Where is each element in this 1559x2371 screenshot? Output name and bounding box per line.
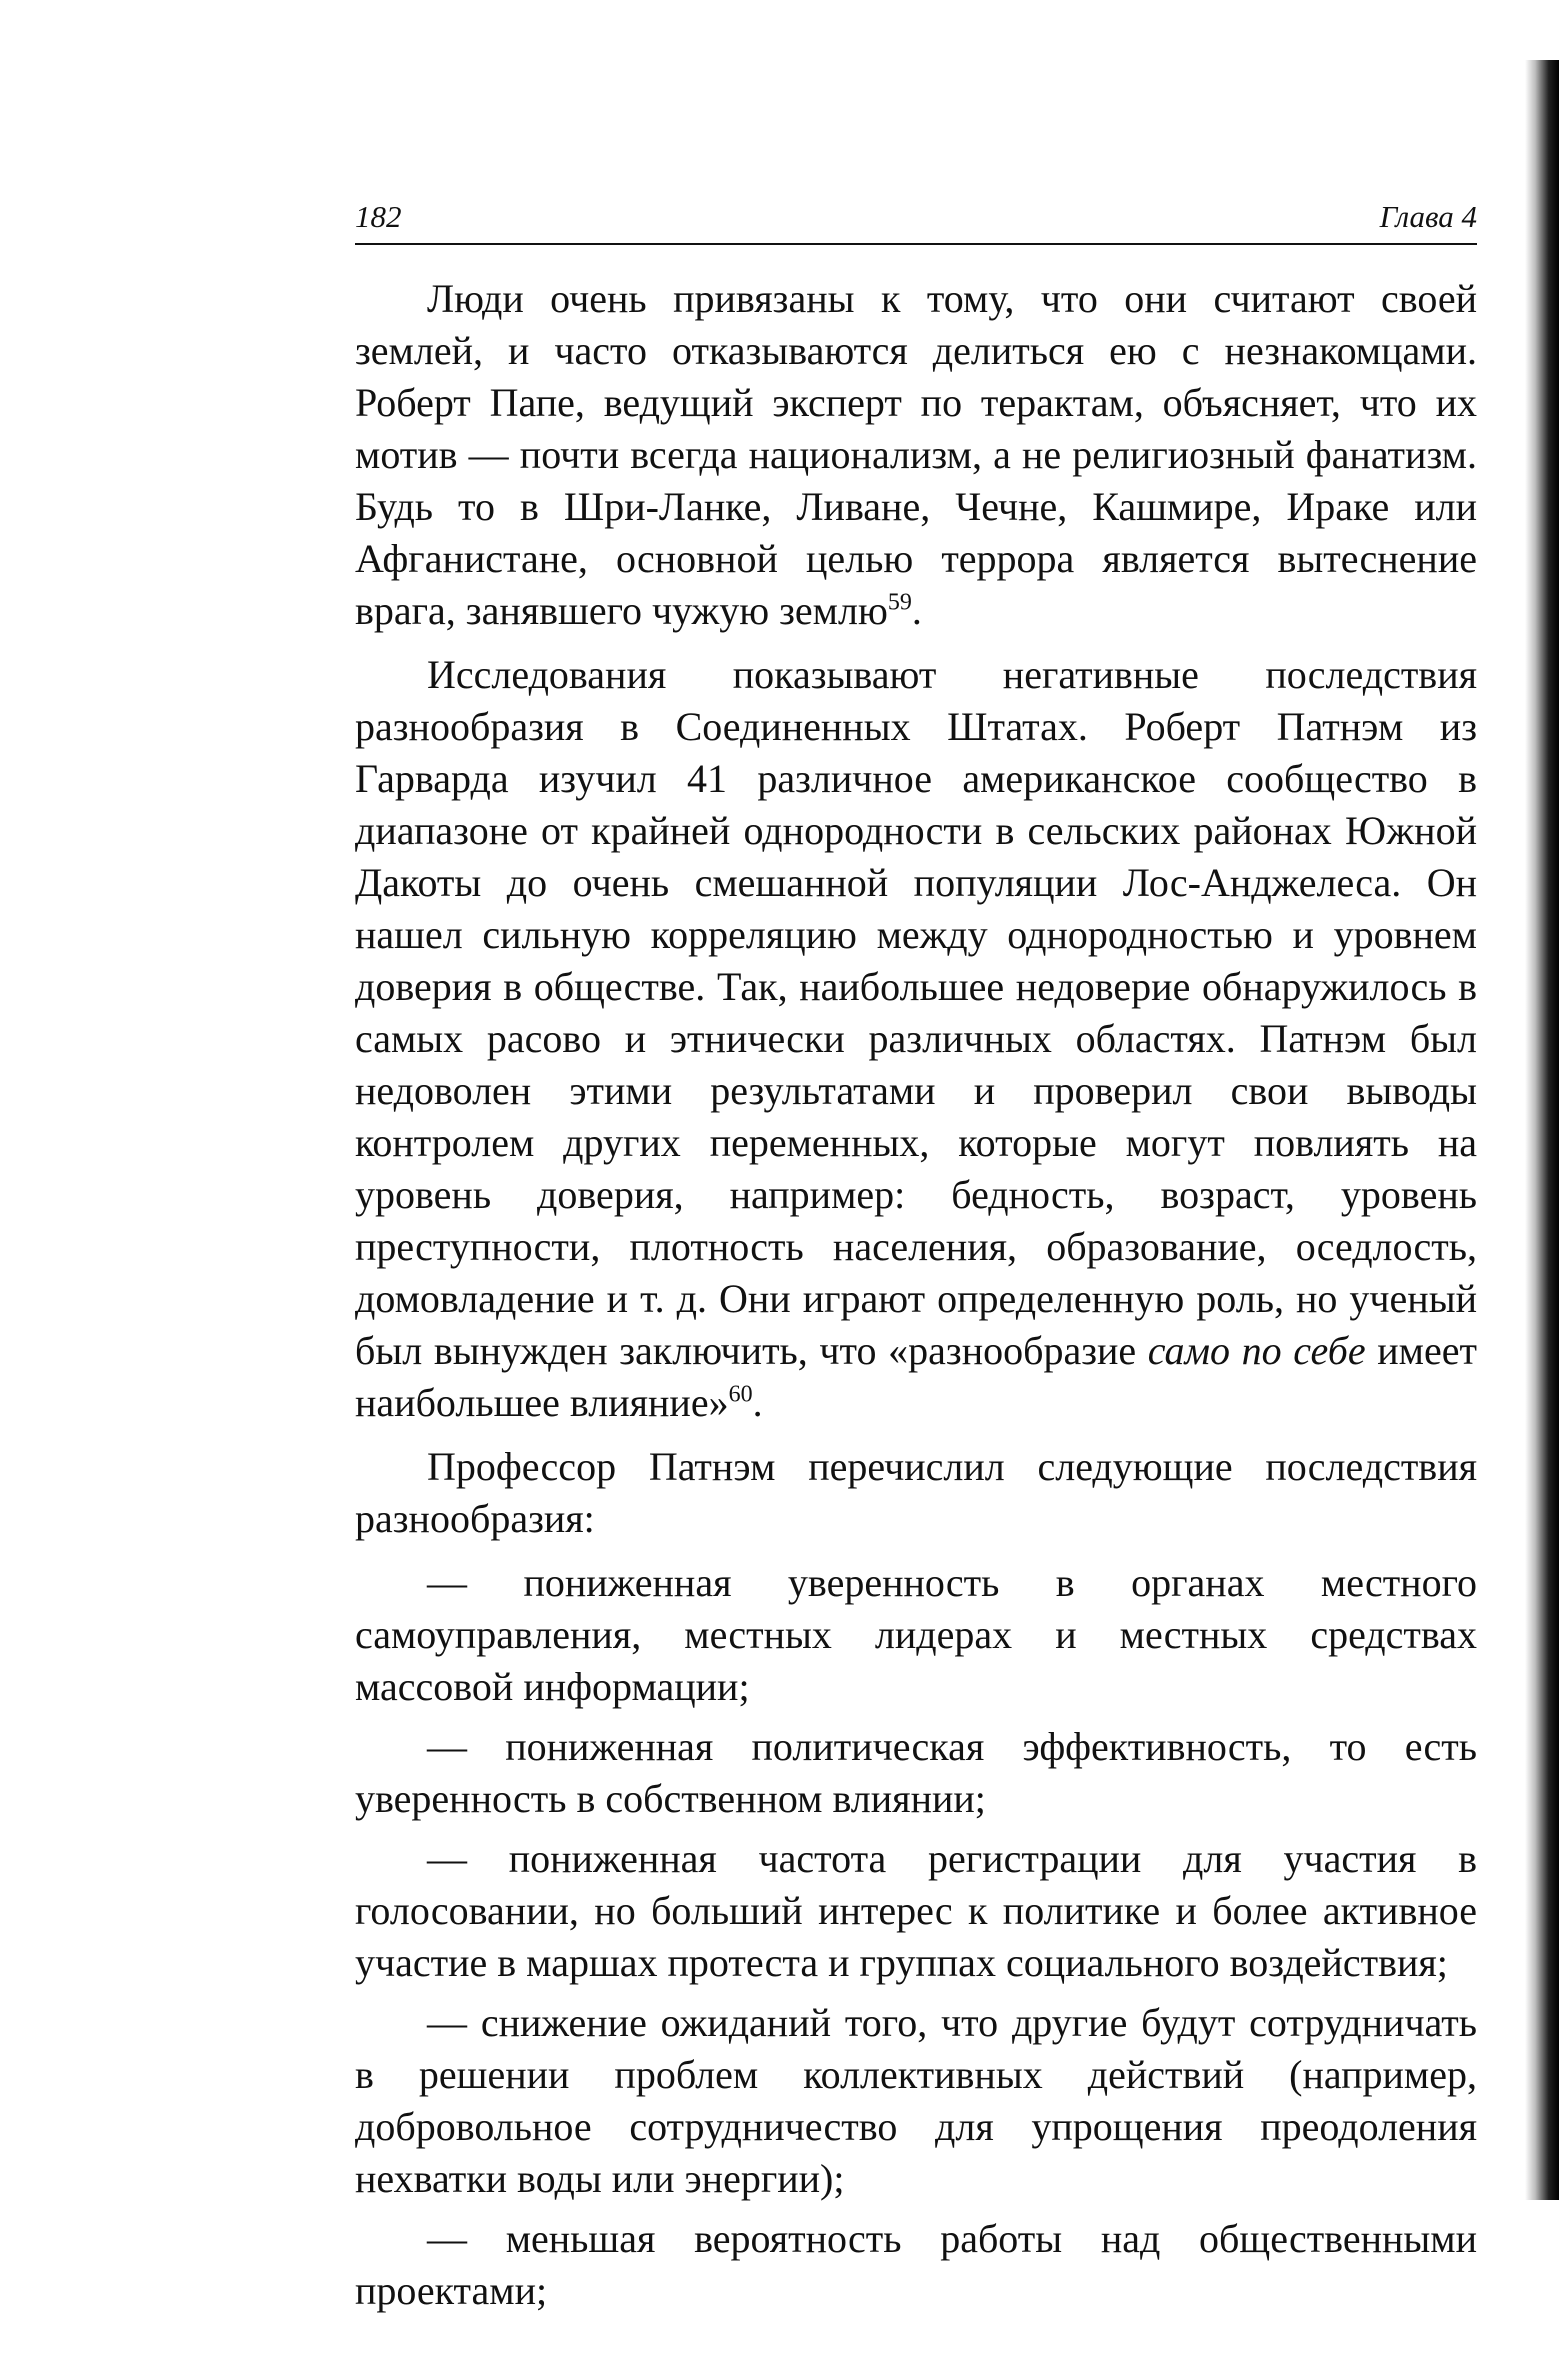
paragraph-text: Исследования показывают негативные последствия разнообразия в Соединенных Штатах. Роберт Патнэм из Гарварда изучил 41 различное американское сообщество в диапазоне от крайней однородности в сельских районах Южной Дакоты до очень смешанной популяции Лос-Анджелеса. Он нашел сильную корреляцию между однородностью и уровнем доверия в обществе. Так, наибольшее недоверие обнаружилось в самых расово и этнически различных областях. Патнэм был недоволен этими результатами и проверил свои выводы контролем других переменных, которые могут повлиять на уровень доверия, например: бедность, возраст, уровень преступности, плотность населения, образование, оседлость, домовладение и т. д. Они играют определенную роль, но ученый был вынужден заключить, что «разнообразие: [355, 652, 1477, 1373]
list-item: — пониженная уверенность в органах местного самоуправления, местных лидерах и местных средствах массовой информации;: [355, 1560, 1477, 1709]
list-item: — пониженная политическая эффективность, то есть уверенность в собственном влиянии;: [355, 1724, 1477, 1821]
book-page: [355, 195, 1477, 2325]
list-item: — меньшая вероятность работы над общественными проектами;: [355, 2216, 1477, 2313]
footnote-ref: 59: [887, 589, 912, 616]
consequences-list: [355, 1557, 1477, 2317]
body-text: [355, 273, 1477, 2317]
paragraph-1: Люди очень привязаны к тому, что они считают своей землей, и часто отказываются делиться ею с незнакомцами. Роберт Папе, ведущий эксперт по терактам, объясняет, что их мотив — почти всегда национализм, а не религиозный фанатизм. Будь то в Шри-Ланке, Ливане, Чечне, Кашмире, Ираке или Афганистане, основной целью террора является вытеснение врага, занявшего чужую землю$^{59}$.: [355, 276, 1477, 633]
page-edge-shadow: [1525, 60, 1559, 2200]
chapter-title: Глава 4: [1379, 199, 1477, 234]
page-number: 182: [355, 199, 402, 234]
paragraph-2: Исследования показывают негативные последствия разнообразия в Соединенных Штатах. Роберт Патнэм из Гарварда изучил 41 различное американское сообщество в диапазоне от крайней однородности в сельских районах Южной Дакоты до очень смешанной популяции Лос-Анджелеса. Он нашел сильную корреляцию между однородностью и уровнем доверия в обществе. Так, наибольшее недоверие обнаружилось в самых расово и этнически различных областях. Патнэм был недоволен этими результатами и проверил свои выводы контролем других переменных, которые могут повлиять на уровень доверия, например: бедность, возраст, уровень преступности, плотность населения, образование, оседлость, домовладение и т. д. Они играют определенную роль, но ученый был вынужден заключить, что «разнообразие само по себе имеет наибольшее влияние»$^{60}$.: [355, 652, 1477, 1425]
paragraph-text: Люди очень привязаны к тому, что они считают своей землей, и часто отказываются делиться ею с незнакомцами. Роберт Папе, ведущий эксперт по терактам, объясняет, что их мотив — почти всегда национализм, а не религиозный фанатизм. Будь то в Шри-Ланке, Ливане, Чечне, Кашмире, Ираке или Афганистане, основной целью террора является вытеснение врага, занявшего чужую землю: [355, 276, 1477, 633]
paragraph-text: Профессор Патнэм перечислил следующие последствия разнообразия:: [355, 1444, 1477, 1541]
list-item: — пониженная частота регистрации для участия в голосовании, но больший интерес к политике и более активное участие в маршах протеста и группах социального воздействия;: [355, 1836, 1477, 1985]
running-head: [355, 195, 1477, 245]
paragraph-3: [355, 1441, 1477, 1545]
italic-emphasis: само по себе: [1147, 1328, 1366, 1373]
footnote-ref: 60: [728, 1381, 753, 1408]
paragraph-text: имеет наибольшее влияние»: [355, 1328, 1477, 1425]
list-item: — снижение ожиданий того, что другие будут сотрудничать в решении проблем коллективных действий (например, добровольное сотрудничество для упрощения преодоления нехватки воды или энергии);: [355, 2000, 1477, 2201]
